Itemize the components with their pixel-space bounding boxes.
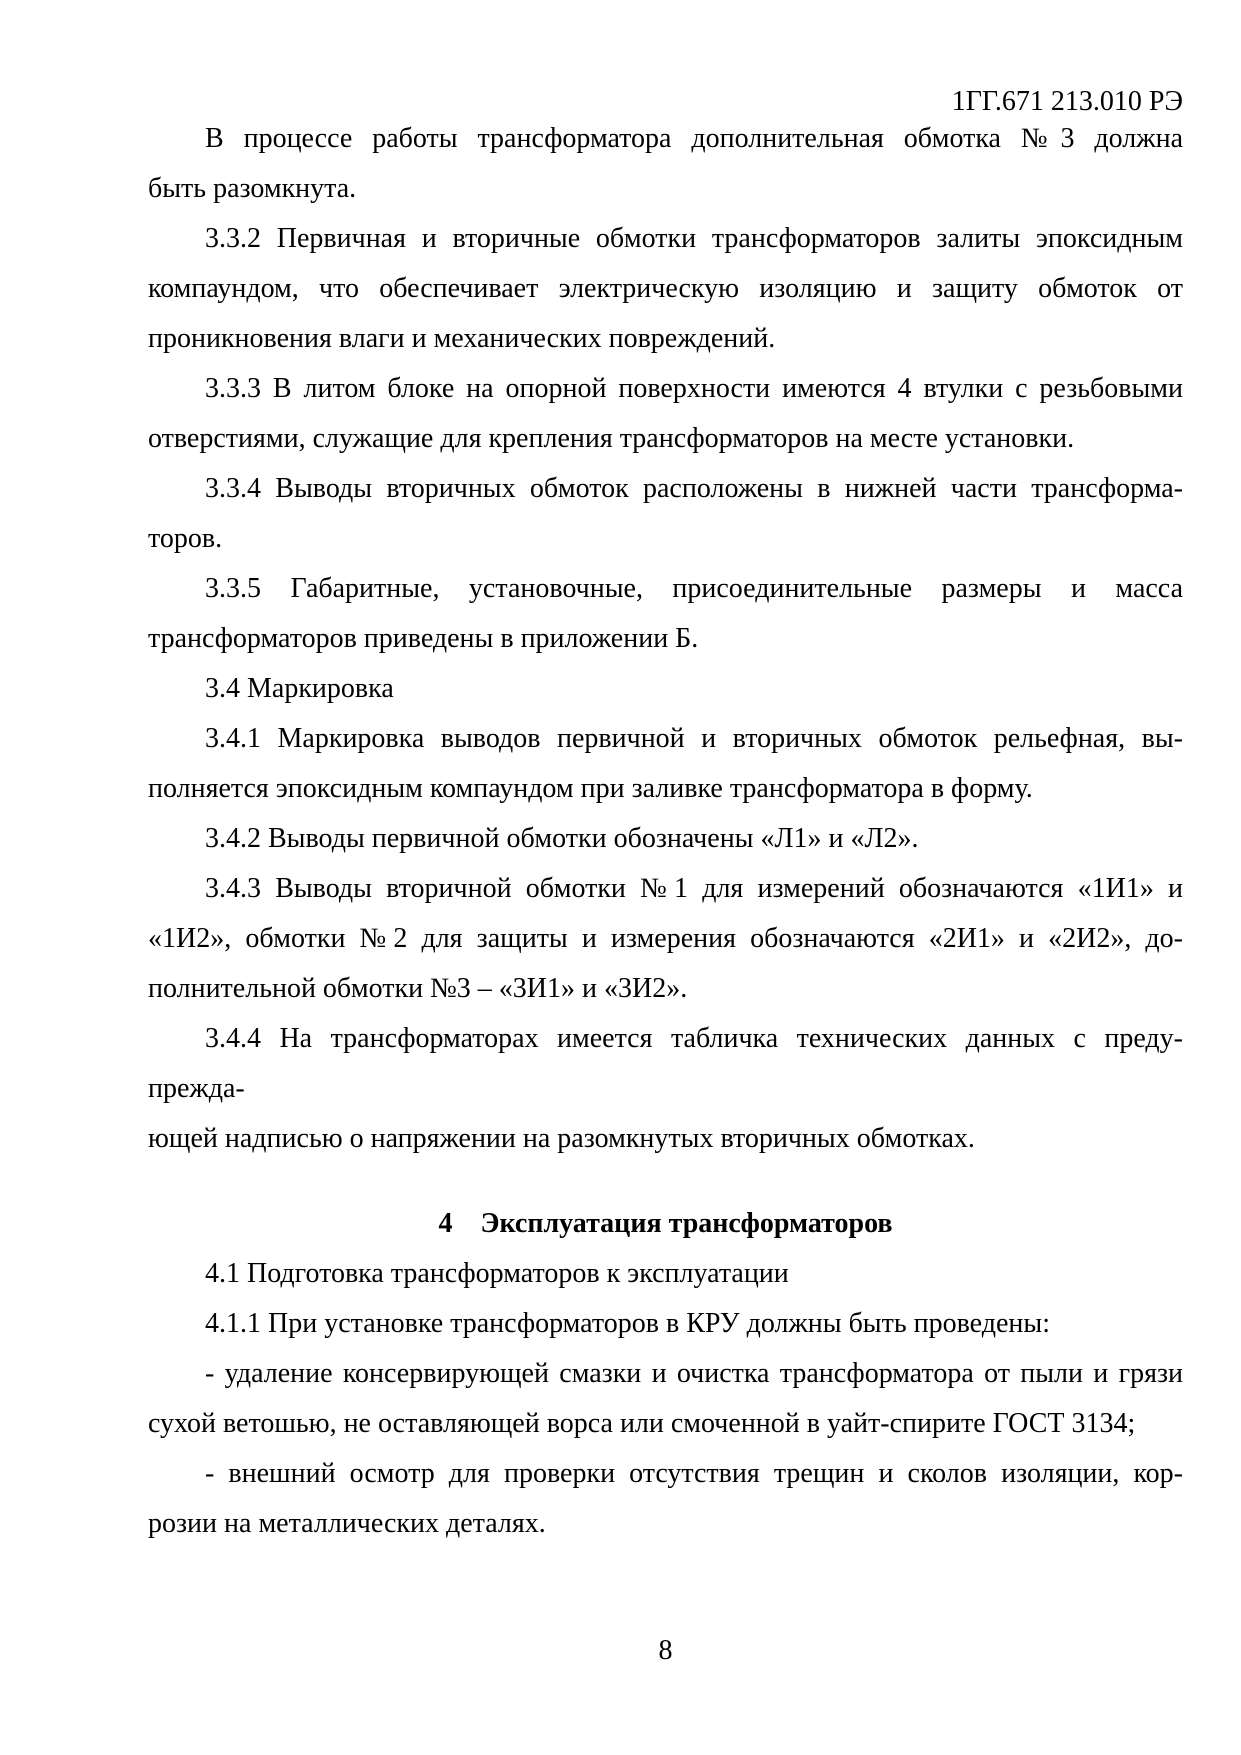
text-line: отверстиями, служащие для крепления трансформаторов на месте установки.	[148, 423, 1075, 454]
text-line: розии на металлических деталях.	[148, 1508, 546, 1539]
section-title: Эксплуатация трансформаторов	[480, 1208, 893, 1239]
text-line: - удаление консервирующей смазки и очистка трансформатора от пыли и грязи	[205, 1358, 1183, 1389]
document-body	[148, 114, 1183, 1549]
text-line: 3.4 Маркировка	[205, 673, 394, 704]
text-line: проникновения влаги и механических повреждений.	[148, 323, 776, 354]
text-line: компаундом, что обеспечивает электрическую изоляцию и защиту обмоток от	[148, 273, 1183, 304]
text-line: 3.3.5 Габаритные, установочные, присоединительные размеры и масса	[205, 573, 1183, 604]
text-line: сухой ветошью, не оставляющей ворса или смоченной в уайт-спирите ГОСТ 3134;	[148, 1408, 1136, 1439]
text-line: В процессе работы трансформатора дополнительная обмотка №3 должна	[205, 123, 1183, 154]
text-line: 4.1.1 При установке трансформаторов в КРУ должны быть проведены:	[205, 1308, 1050, 1339]
text-line: 3.4.2 Выводы первичной обмотки обозначены «Л1» и «Л2».	[205, 823, 919, 854]
paragraph-block-bottom	[148, 1249, 1183, 1549]
paragraph-block-top	[148, 114, 1183, 1164]
text-line: полнительной обмотки №3 – «3И1» и «3И2».	[148, 973, 688, 1004]
text-line: 3.4.1 Маркировка выводов первичной и вторичных обмоток рельефная, вы-	[205, 723, 1183, 754]
text-line: 3.4.4 На трансформаторах имеется табличка технических данных с преду-	[205, 1023, 1183, 1054]
text-line: торов.	[148, 523, 223, 554]
text-line: 3.3.4 Выводы вторичных обмоток расположены в нижней части трансформа-	[205, 473, 1183, 504]
page-number: 8	[658, 1635, 673, 1666]
section-heading	[148, 1199, 1183, 1249]
text-line: прежда-	[148, 1073, 245, 1104]
section-number: 4	[438, 1208, 453, 1239]
doc-code: 1ГГ.671 213.010 РЭ	[951, 86, 1183, 117]
text-line: 3.3.3 В литом блоке на опорной поверхности имеются 4 втулки с резьбовыми	[205, 373, 1183, 404]
text-line: трансформаторов приведены в приложении Б.	[148, 623, 699, 654]
text-line: ющей надписью о напряжении на разомкнутых вторичных обмотках.	[148, 1123, 975, 1154]
text-line: 3.3.2 Первичная и вторичные обмотки трансформаторов залиты эпоксидным	[205, 223, 1183, 254]
text-line: быть разомкнута.	[148, 173, 357, 204]
text-line: 4.1 Подготовка трансформаторов к эксплуатации	[205, 1258, 789, 1289]
text-line: - внешний осмотр для проверки отсутствия трещин и сколов изоляции, кор-	[205, 1458, 1183, 1489]
text-line: полняется эпоксидным компаундом при заливке трансформатора в форму.	[148, 773, 1033, 804]
text-line: 3.4.3 Выводы вторичной обмотки №1 для измерений обозначаются «1И1» и	[205, 873, 1183, 904]
text-line: «1И2», обмотки №2 для защиты и измерения обозначаются «2И1» и «2И2», до-	[148, 923, 1183, 954]
